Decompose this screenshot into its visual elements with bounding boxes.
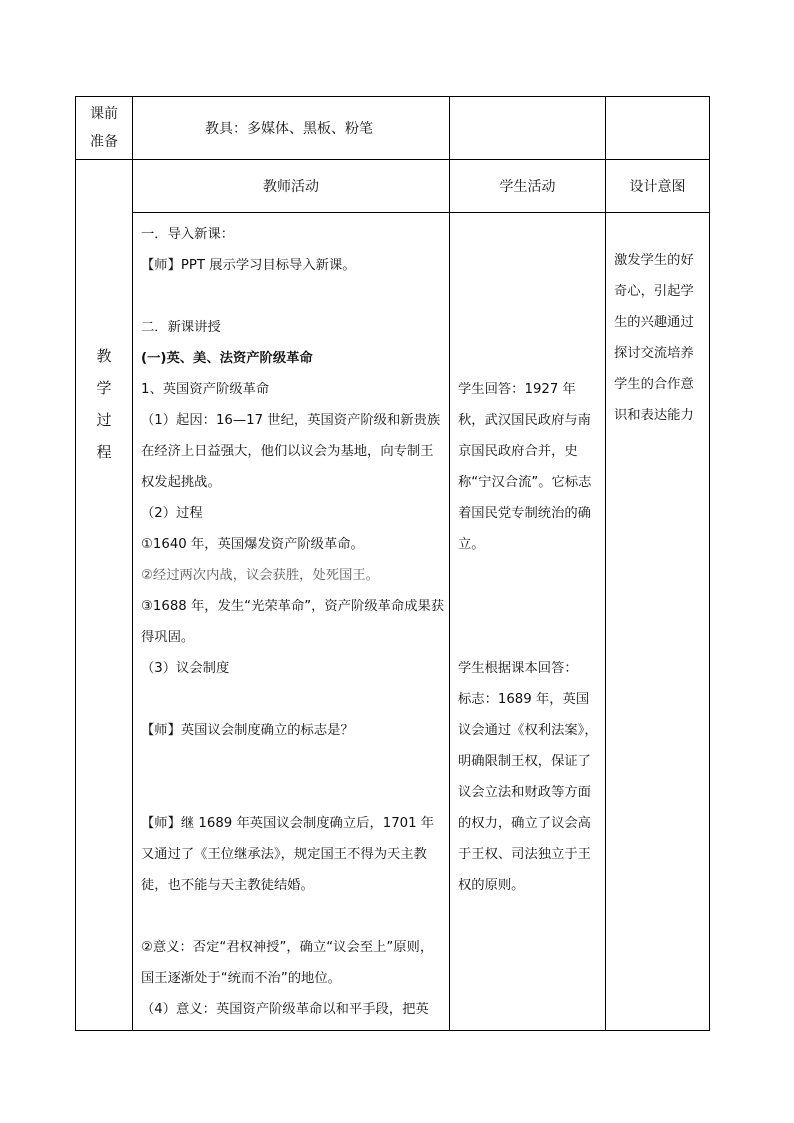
- design-intent-cell: [606, 213, 710, 1031]
- prep-label-cell: [76, 97, 133, 160]
- header-row: [76, 160, 710, 213]
- process-label-char: 程: [96, 443, 112, 461]
- section-heading: (一)英、美、法资产阶级革命: [141, 351, 313, 366]
- teacher-line: 1、英国资产阶级革命: [141, 382, 270, 397]
- process-label-cell: [76, 160, 133, 1031]
- prep-label-line1: 课前: [90, 106, 118, 122]
- teacher-line: ②意义：否定“君权神授”，确立“议会至上”原则，国王逐渐处于“统而不治”的地位。: [141, 940, 434, 986]
- prep-content: 教具：多媒体、黑板、粉笔: [133, 97, 450, 160]
- teacher-line: ①1640 年，英国爆发资产阶级革命。: [141, 537, 364, 552]
- teacher-line: （1）起因：16—17 世纪，英国资产阶级和新贵族在经济上日益强大，他们以议会为基地，向专制王权发起挑战。: [141, 413, 441, 490]
- teacher-line: 【师】PPT 展示学习目标导入新课。: [141, 258, 356, 273]
- process-label-char: 过: [96, 411, 112, 429]
- header-student-activity: 学生活动: [450, 160, 606, 213]
- student-answer-1: 学生回答：1927 年秋，武汉国民政府与南京国民政府合并，史称“宁汉合流”。它标志着国民党专制统治的确立。: [458, 382, 592, 552]
- prep-row: [76, 97, 710, 160]
- teacher-activity-cell: [133, 213, 450, 1031]
- teacher-question: 【师】英国议会制度确立的标志是？: [141, 723, 354, 738]
- prep-empty-cell-2: [606, 97, 710, 160]
- header-teacher-activity: 教师活动: [133, 160, 450, 213]
- design-intent-text: 激发学生的好奇心，引起学生的兴趣通过探讨交流培养学生的合作意识和表达能力: [614, 253, 694, 423]
- teacher-line: （4）意义：英国资产阶级革命以和平手段，把英: [141, 1002, 429, 1017]
- teacher-line: 二．新课讲授: [141, 320, 221, 335]
- header-design-intent: 设计意图: [606, 160, 710, 213]
- teacher-line: （2）过程: [141, 506, 203, 521]
- teacher-line: 【师】继 1689 年英国议会制度确立后，1701 年又通过了《王位继承法》，规定国王不得为天主教徒，也不能与天主教徒结婚。: [141, 816, 435, 893]
- prep-label-line2: 准备: [90, 134, 118, 150]
- teacher-line: ③1688 年，发生“光荣革命”，资产阶级革命成果获得巩固。: [141, 599, 445, 645]
- process-label-char: 教: [96, 347, 112, 365]
- process-label-char: 学: [96, 379, 112, 397]
- teacher-line: （3）议会制度: [141, 661, 230, 676]
- lesson-plan-table: [75, 96, 710, 1031]
- teacher-line: 一．导入新课：: [141, 227, 235, 242]
- student-activity-cell: [450, 213, 606, 1031]
- student-answer-intro: 学生根据课本回答：: [458, 661, 578, 676]
- teacher-line: ②经过两次内战，议会获胜，处死国王。: [141, 568, 379, 583]
- student-answer-2: 标志：1689 年，英国议会通过《权利法案》，明确限制王权，保证了议会立法和财政等方面的权力，确立了议会高于王权、司法独立于王权的原则。: [458, 692, 598, 893]
- prep-empty-cell-1: [450, 97, 606, 160]
- body-row: [76, 213, 710, 1031]
